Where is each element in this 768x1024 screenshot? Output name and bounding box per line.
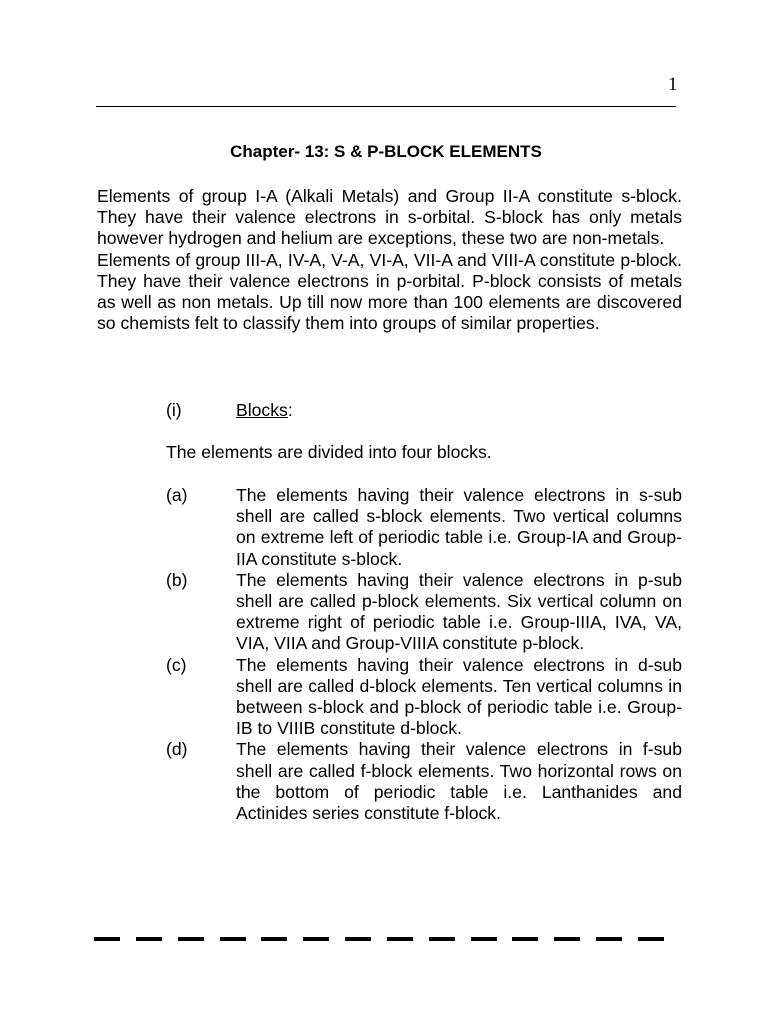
footer-dash	[596, 937, 622, 941]
section-heading-colon: :	[287, 400, 293, 420]
list-item-text: The elements having their valence electrons in f-sub shell are called f-block elements. Two horizontal rows on the bottom of periodic table i.e. Lanthanides and Actinides series constitute f-block.	[236, 739, 682, 824]
list-item-text: The elements having their valence electrons in d-sub shell are called d-block elements. Ten vertical columns in between s-block and p-block of periodic table i.e. Group-IB to VIIIB constitute d-block.	[236, 654, 682, 739]
footer-dashed-rule	[94, 937, 664, 943]
list-marker: (d)	[166, 739, 188, 760]
blocks-list	[166, 485, 682, 824]
footer-dash	[303, 937, 329, 941]
footer-dash	[261, 937, 287, 941]
footer-dash	[345, 937, 371, 941]
page-number: 1	[668, 74, 678, 95]
footer-dash	[387, 937, 413, 941]
footer-dash	[471, 937, 497, 941]
list-item-text: The elements having their valence electrons in s-sub shell are called s-block elements. Two vertical columns on extreme left of periodic table i.e. Group-IA and Group-IIA constitute s-block.	[236, 485, 682, 569]
section-number: (i)	[166, 400, 182, 420]
list-item	[166, 570, 682, 655]
footer-dash	[178, 937, 204, 941]
header-rule	[96, 106, 676, 107]
section-heading-label: Blocks	[236, 400, 288, 420]
footer-dash	[512, 937, 538, 941]
list-item-text: The elements having their valence electrons in p-sub shell are called p-block elements. Six vertical column on extreme right of periodic table i.e. Group-IIIA, IVA, VA, VIA, VIIA and Group-VIIIA constitute p-block.	[236, 569, 682, 654]
chapter-title: Chapter- 13: S & P-BLOCK ELEMENTS	[230, 142, 542, 161]
section-heading	[166, 400, 293, 421]
footer-dash	[429, 937, 455, 941]
list-item	[166, 485, 682, 570]
footer-dash	[136, 937, 162, 941]
footer-dash	[638, 937, 664, 941]
list-marker: (b)	[166, 569, 188, 590]
blocks-intro: The elements are divided into four blocks.	[166, 442, 492, 462]
list-marker: (c)	[166, 654, 187, 675]
intro-paragraph-2: Elements of group III-A, IV-A, V-A, VI-A, VII-A and VIII-A constitute p-block. They have their valence electrons in p-orbital. P-block consists of metals as well as non metals. Up till now more than 100 elements are discovered so chemists felt to classify them into groups of similar properties.	[97, 249, 682, 334]
footer-dash	[554, 937, 580, 941]
list-item	[166, 655, 682, 740]
intro-paragraph-1: Elements of group I-A (Alkali Metals) and Group II-A constitute s-block. They have their valence electrons in s-orbital. S-block has only metals however hydrogen and helium are exceptions, these two are non-metals.	[97, 186, 682, 249]
footer-dash	[220, 937, 246, 941]
intro-text	[97, 186, 682, 334]
list-item	[166, 739, 682, 824]
footer-dash	[94, 937, 120, 941]
list-marker: (a)	[166, 485, 188, 505]
